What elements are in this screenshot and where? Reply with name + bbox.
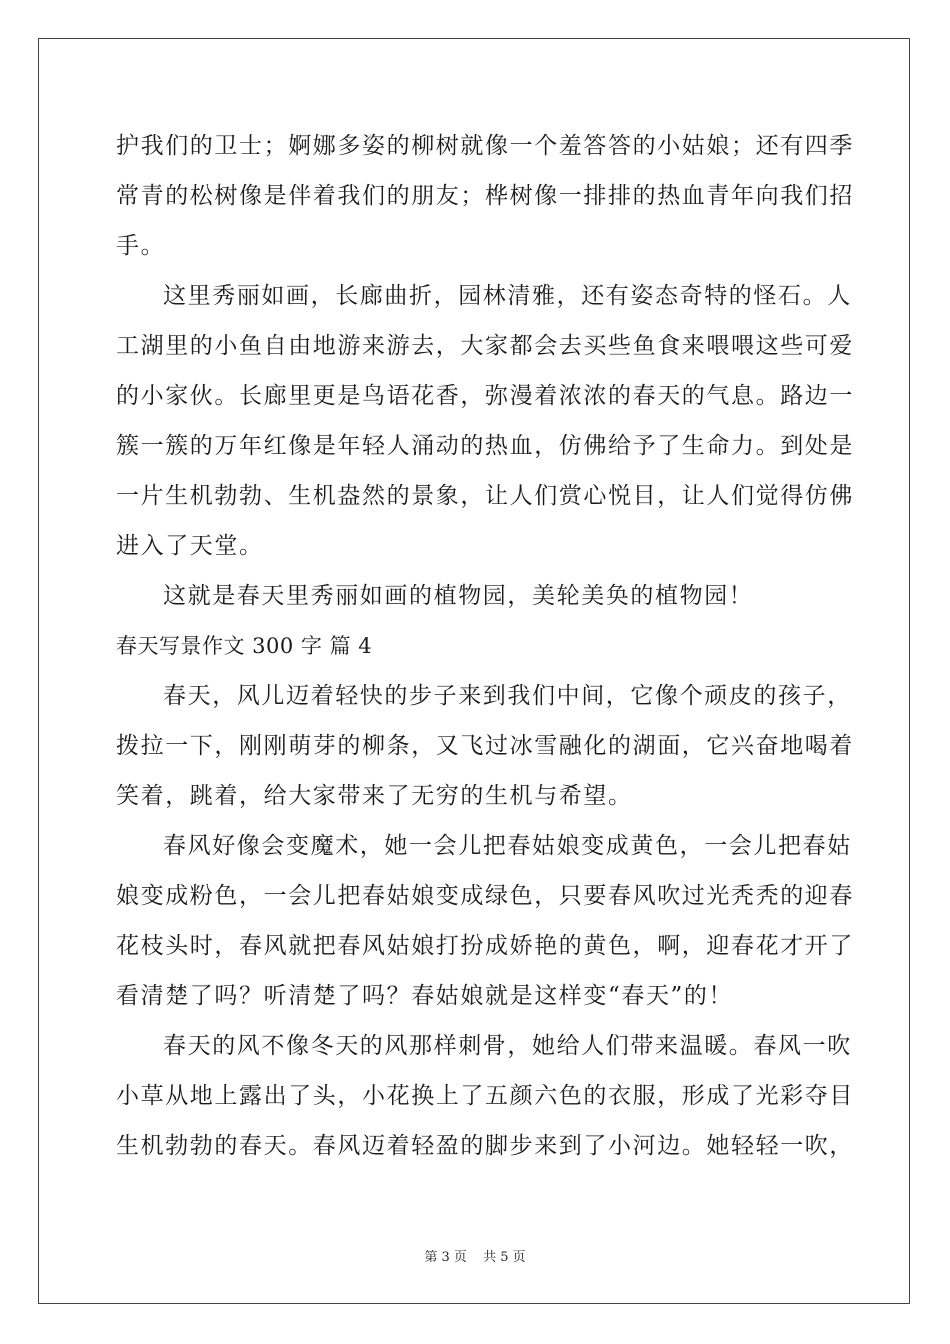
text-line: 这里秀丽如画，长廊曲折，园林清雅，还有姿态奇特的怪石。人 bbox=[163, 283, 852, 309]
paragraph bbox=[116, 1021, 854, 1171]
text-line: 娘变成粉色，一会儿把春姑娘变成绿色，只要春风吹过光秃秃的迎春 bbox=[116, 883, 854, 909]
page-total: 共 5 页 bbox=[483, 1250, 526, 1265]
text-line: 拨拉一下，刚刚萌芽的柳条，又飞过冰雪融化的湖面，它兴奋地喝着 bbox=[116, 733, 854, 759]
page-footer bbox=[0, 1246, 950, 1265]
text-line: 这就是春天里秀丽如画的植物园，美轮美奂的植物园！ bbox=[163, 583, 754, 609]
text-line: 春风好像会变魔术，她一会儿把春姑娘变成黄色，一会儿把春姑 bbox=[163, 833, 852, 859]
paragraph bbox=[116, 571, 836, 621]
paragraph bbox=[116, 671, 854, 821]
paragraph bbox=[116, 821, 854, 1021]
text-line: 生机勃勃的春天。春风迈着轻盈的脚步来到了小河边。她轻轻一吹， bbox=[116, 1133, 854, 1159]
text-line: 进入了天堂。 bbox=[116, 533, 264, 559]
text-line: 一片生机勃勃、生机盎然的景象，让人们赏心悦目，让人们觉得仿佛 bbox=[116, 483, 854, 509]
text-line: 手。 bbox=[116, 233, 166, 259]
text-line: 簇一簇的万年红像是年轻人涌动的热血，仿佛给予了生命力。到处是 bbox=[116, 433, 854, 459]
text-line: 工湖里的小鱼自由地游来游去，大家都会去买些鱼食来喂喂这些可爱 bbox=[116, 333, 854, 359]
text-line: 小草从地上露出了头，小花换上了五颜六色的衣服，形成了光彩夺目 bbox=[116, 1083, 854, 1109]
text-line: 的小家伙。长廊里更是鸟语花香，弥漫着浓浓的春天的气息。路边一 bbox=[116, 383, 854, 409]
section-heading: 春天写景作文 300 字 篇 4 bbox=[116, 634, 373, 658]
page-number: 第 3 页 bbox=[424, 1250, 467, 1265]
text-line: 看清楚了吗？听清楚了吗？春姑娘就是这样变“春天”的！ bbox=[116, 983, 734, 1009]
paragraph bbox=[116, 121, 854, 271]
paragraph bbox=[116, 271, 854, 571]
document-body bbox=[116, 121, 854, 1171]
text-line: 春天，风儿迈着轻快的步子来到我们中间，它像个顽皮的孩子， bbox=[163, 683, 852, 709]
text-line: 常青的松树像是伴着我们的朋友；桦树像一排排的热血青年向我们招 bbox=[116, 183, 854, 209]
text-line: 护我们的卫士；婀娜多姿的柳树就像一个羞答答的小姑娘；还有四季 bbox=[116, 133, 854, 159]
text-line: 春天的风不像冬天的风那样刺骨，她给人们带来温暖。春风一吹 bbox=[163, 1033, 852, 1059]
text-line: 花枝头时，春风就把春风姑娘打扮成娇艳的黄色，啊，迎春花才开了 bbox=[116, 933, 854, 959]
text-line: 笑着，跳着，给大家带来了无穷的生机与希望。 bbox=[116, 783, 633, 809]
